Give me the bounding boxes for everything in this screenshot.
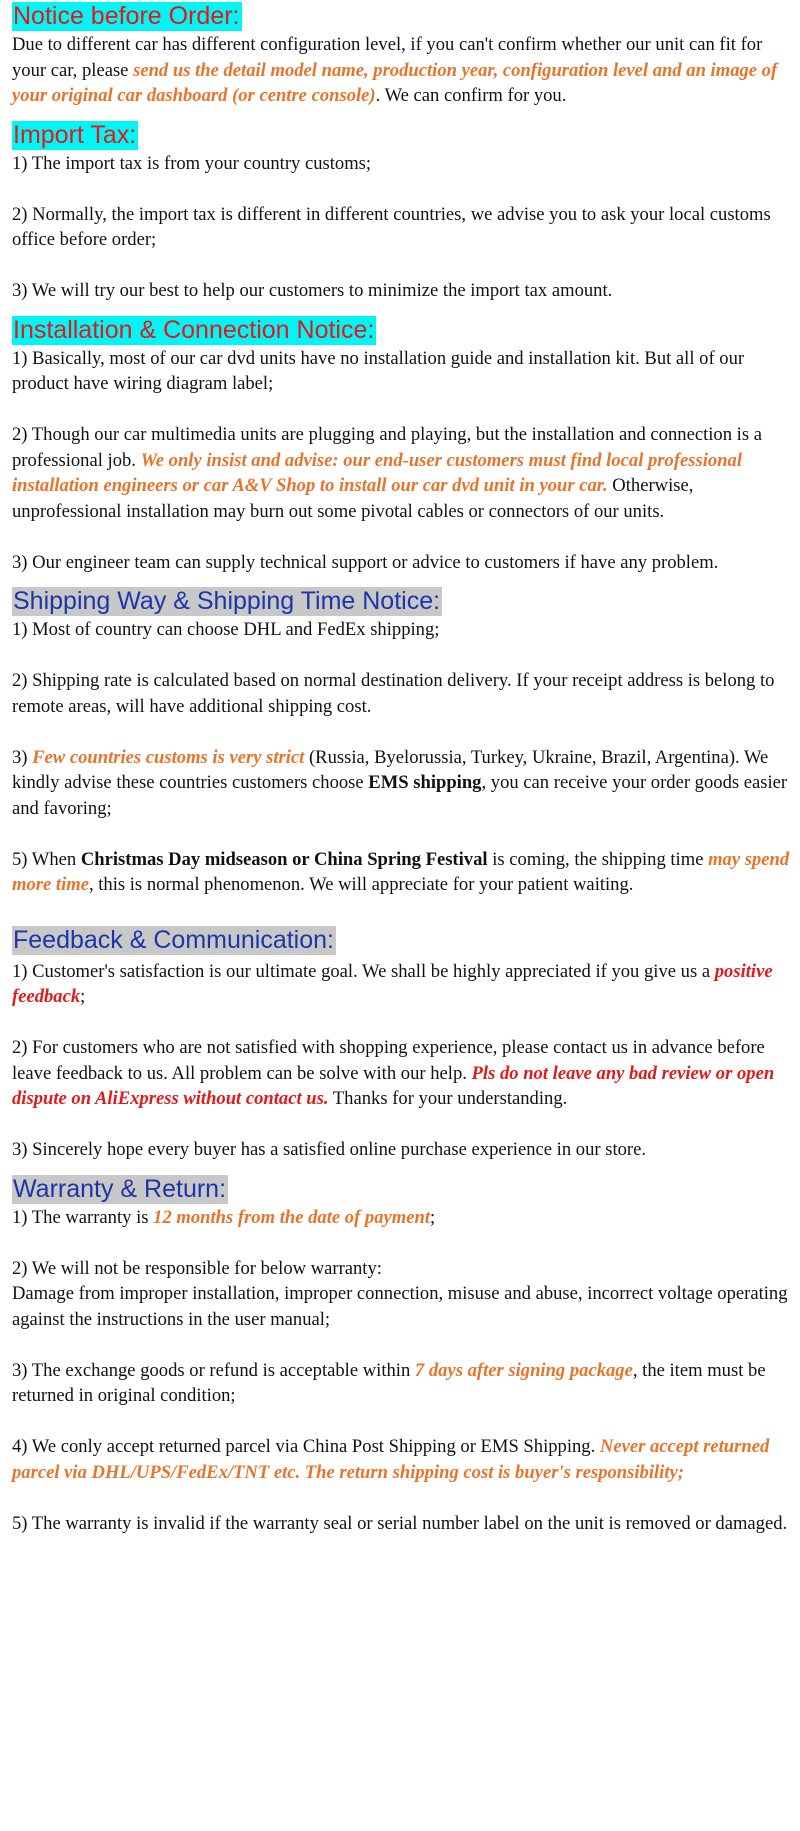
notice-section [12, 0, 794, 109]
shipping-section [12, 587, 794, 898]
shipping-item-1: 1) Most of country can choose DHL and FedEx shipping; [12, 619, 440, 640]
warranty-item-1-text-end: ; [430, 1206, 436, 1228]
warranty-item-4 [12, 1434, 794, 1485]
notice-paragraph [12, 32, 794, 109]
import-tax-item-2: 2) Normally, the import tax is different in different countries, we advise you to ask your local customs office before order; [12, 203, 771, 250]
shipping-item-3-text: (Russia, Byelorussia, Turkey, Ukraine, Brazil, Argentina). We kindly advise these countries customers choose [12, 746, 769, 793]
notice-text-end: . We can confirm for you. [375, 85, 567, 106]
warranty-item-4-highlight: Never accept returned parcel via DHL/UPS/FedEx/TNT etc. The return shipping cost is buyer's responsibility; [12, 1436, 770, 1483]
feedback-item-2-text: 2) For customers who are not satisfied with shopping experience, please contact us in advance before leave feedback to us. All problem can be solve with our help. [12, 1037, 765, 1084]
feedback-item-1-text: 1) Customer's satisfaction is our ultimate goal. We shall be highly appreciated if you give us a [12, 960, 715, 982]
warranty-heading: Warranty & Return: [13, 1174, 227, 1203]
shipping-item-3 [12, 745, 794, 822]
shipping-item-5-bold: Christmas Day midseason or China Spring Festival [80, 848, 488, 870]
shipping-item-5-highlight: may spend more time [12, 848, 790, 895]
warranty-item-2-title: 2) We will not be responsible for below warranty: [12, 1257, 382, 1279]
notice-document [12, 0, 794, 1536]
feedback-item-3: 3) Sincerely hope every buyer has a satisfied online purchase experience in our store. [12, 1139, 647, 1160]
installation-item-2-text-end: Otherwise, unprofessional installation may burn out some pivotal cables or connectors of our units. [12, 475, 694, 522]
shipping-item-5-text-end: , this is normal phenomenon. We will appreciate for your patient waiting. [88, 874, 634, 895]
shipping-heading: Shipping Way & Shipping Time Notice: [13, 587, 441, 615]
shipping-item-3-bold: EMS shipping [368, 772, 482, 793]
installation-item-3: 3) Our engineer team can supply technical support or advice to customers if have any problem. [12, 551, 719, 573]
feedback-item-1 [12, 959, 794, 1010]
shipping-item-2: 2) Shipping rate is calculated based on normal destination delivery. If your receipt address is belong to remote areas, will have additional shipping cost. [12, 670, 775, 717]
import-tax-item-3: 3) We will try our best to help our customers to minimize the import tax amount. [12, 280, 613, 301]
shipping-item-5 [12, 847, 794, 898]
notice-highlight: send us the detail model name, production year, configuration level and an image of your original car dashboard (or centre console) [12, 59, 778, 106]
warranty-item-1-text: 1) The warranty is [12, 1206, 154, 1228]
installation-heading: Installation & Connection Notice: [13, 315, 375, 344]
feedback-item-1-highlight: positive feedback [12, 960, 773, 1007]
shipping-item-5-text: 5) When [12, 848, 81, 870]
warranty-item-3 [12, 1358, 794, 1409]
warranty-item-1 [12, 1205, 794, 1231]
feedback-item-2-text-end: Thanks for your understanding. [328, 1088, 568, 1109]
warranty-section [12, 1175, 794, 1537]
warranty-item-1-highlight: 12 months from the date of payment [153, 1206, 430, 1228]
feedback-heading: Feedback & Communication: [13, 925, 334, 954]
warranty-item-2-body: Damage from improper installation, improper connection, misuse and abuse, incorrect voltage operating against the instructions in the user manual; [12, 1283, 788, 1330]
installation-item-1: 1) Basically, most of our car dvd units have no installation guide and installation kit. But all of our product have wiring diagram label; [12, 347, 745, 394]
installation-item-2-text: 2) Though our car multimedia units are plugging and playing, but the installation and connection is a professional job. [12, 424, 762, 471]
notice-text: Due to different car has different configuration level, if you can't confirm whether our unit can fit for your car, please [12, 34, 763, 81]
warranty-item-3-highlight: 7 days after signing package [414, 1359, 633, 1381]
installation-item-2-highlight: We only insist and advise: our end-user customers must find local professional installation engineers or car A&V Shop to install our car dvd unit in your car. [12, 449, 743, 496]
notice-heading: Notice before Order: [13, 2, 240, 30]
warranty-item-3-text-end: , the item must be returned in original condition; [12, 1359, 766, 1406]
feedback-item-2-highlight: Pls do not leave any bad review or open dispute on AliExpress without contact us. [12, 1062, 775, 1109]
installation-section [12, 316, 794, 576]
import-tax-heading: Import Tax: [13, 120, 137, 149]
shipping-item-5-text-mid: is coming, the shipping time [487, 848, 709, 870]
installation-item-2 [12, 422, 794, 524]
feedback-item-1-text-end: ; [80, 986, 86, 1007]
warranty-item-3-text: 3) The exchange goods or refund is acceptable within [12, 1359, 415, 1381]
warranty-item-5: 5) The warranty is invalid if the warranty seal or serial number label on the unit is removed or damaged. [12, 1512, 788, 1534]
import-tax-section [12, 121, 794, 304]
feedback-item-2 [12, 1035, 794, 1112]
shipping-item-3-text-end: , you can receive your order goods easier and favoring; [12, 772, 788, 819]
shipping-item-3-number: 3) [12, 746, 33, 768]
shipping-item-3-highlight: Few countries customs is very strict [32, 746, 305, 768]
feedback-section [12, 926, 794, 1163]
import-tax-item-1: 1) The import tax is from your country customs; [12, 152, 372, 174]
warranty-item-4-text: 4) We conly accept returned parcel via China Post Shipping or EMS Shipping. [12, 1436, 600, 1457]
